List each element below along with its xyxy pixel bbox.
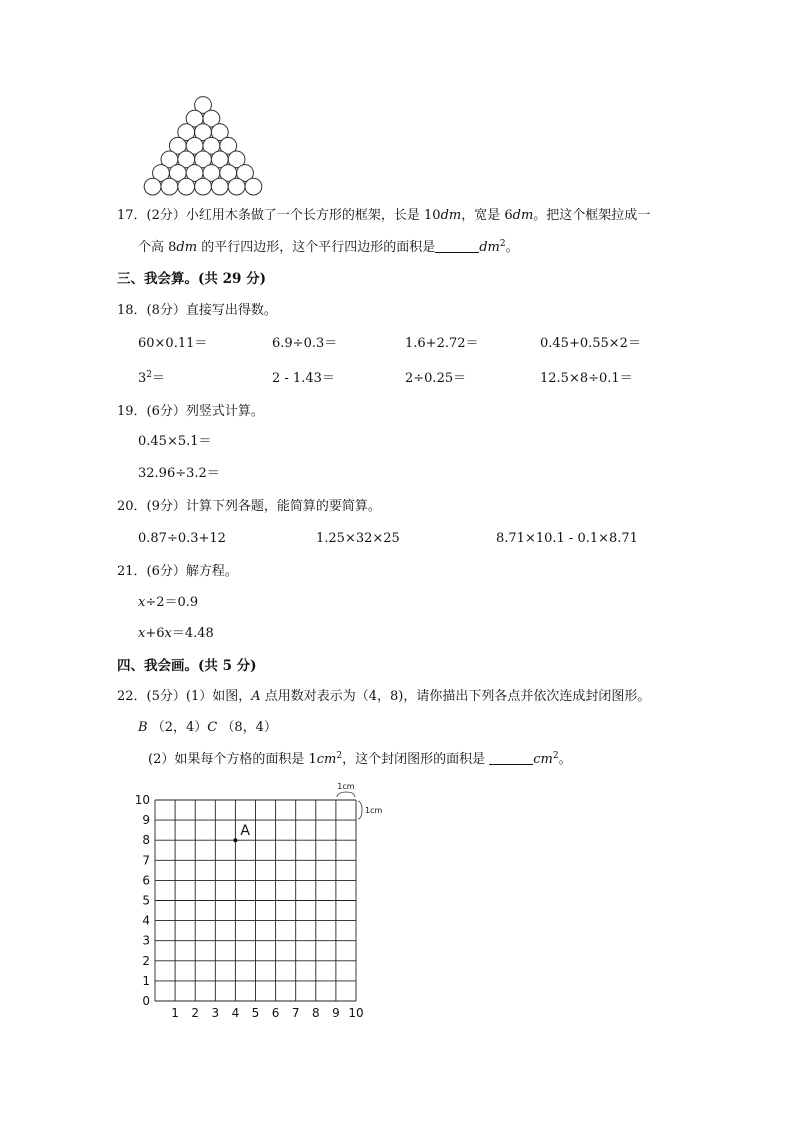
calc-item: 6.9÷0.3＝ <box>272 336 338 351</box>
calc-item: 12.5×8÷0.1＝ <box>540 371 633 386</box>
grid-lines <box>155 800 356 1001</box>
pyramid-circle <box>161 178 178 195</box>
y-tick-label: 8 <box>142 833 150 848</box>
calc-item: 0.87÷0.3+12 <box>138 531 226 546</box>
calc-item: 2 - 1.43＝ <box>272 371 335 386</box>
y-tick-label: 4 <box>142 913 150 928</box>
question-22-points: B （2，4）C （8，4） <box>138 720 277 735</box>
x-tick-label: 1 <box>171 1006 179 1020</box>
equation-1: x÷2＝0.9 <box>138 595 199 610</box>
y-tick-label: 7 <box>142 853 150 868</box>
y-tick-label: 6 <box>142 873 150 888</box>
scale-brace-side <box>358 801 362 819</box>
x-tick-label: 9 <box>332 1006 340 1020</box>
section-3-heading: 三、我会算。(共 29 分) <box>117 271 266 287</box>
y-tick-label: 3 <box>142 933 150 948</box>
pyramid-circle <box>144 178 161 195</box>
scale-brace-top <box>337 792 355 797</box>
x-tick-label: 4 <box>231 1006 240 1020</box>
coordinate-grid[interactable] <box>130 778 400 1023</box>
x-tick-label: 2 <box>191 1006 200 1020</box>
x-tick-label: 5 <box>251 1006 260 1020</box>
x-tick-label: 10 <box>348 1006 364 1020</box>
question-22-line3: (2）如果每个方格的面积是 $1cm^2$，这个封闭图形的面积是 $cm^2$。 <box>148 751 572 767</box>
x-tick-label: 3 <box>211 1006 220 1020</box>
scale-width-label: 1cm <box>337 782 355 791</box>
calc-item: 2÷0.25＝ <box>405 371 467 386</box>
pyramid-circle <box>245 178 262 195</box>
calc-item: 60×0.11＝ <box>138 336 208 351</box>
scale-height-label: 1cm <box>365 806 383 816</box>
question-20-stem: 20．(9分）计算下列各题，能简算的要简算。 <box>117 499 381 514</box>
y-tick-label: 1 <box>142 973 150 988</box>
circle-pyramid-figure <box>138 96 268 198</box>
question-17-line1: 17．(2分）小红用木条做了一个长方形的框架，长是 10dm，宽是 6dm。把这个框架拉成一 <box>117 208 651 223</box>
calc-item: $3^2=$ <box>138 370 166 386</box>
question-22-line1: 22．(5分）(1）如图，A 点用数对表示为（4，8)，请你描出下列各点并依次连成封闭图形。 <box>117 689 651 704</box>
point-a-dot <box>233 838 237 842</box>
y-tick-label: 9 <box>142 813 150 828</box>
pyramid-circle <box>228 178 245 195</box>
question-17-line2: 个高 8dm 的平行四边形，这个平行四边形的面积是 $dm^2$。 <box>138 239 519 255</box>
x-tick-label: 7 <box>291 1006 300 1020</box>
section-4-heading: 四、我会画。(共 5 分) <box>117 658 257 674</box>
answer-blank[interactable] <box>489 751 533 765</box>
calc-item: 8.71×10.1 - 0.1×8.71 <box>496 531 638 546</box>
x-tick-label: 6 <box>271 1006 280 1020</box>
equation-2: x+6x＝4.48 <box>138 626 214 641</box>
y-tick-label: 2 <box>142 953 150 968</box>
point-a-label: A <box>240 823 250 840</box>
calc-item: 32.96÷3.2＝ <box>138 466 220 481</box>
answer-blank[interactable] <box>435 239 479 253</box>
pyramid-circle <box>195 178 212 195</box>
y-tick-label: 5 <box>142 893 150 908</box>
question-18-stem: 18．(8分）直接写出得数。 <box>117 303 277 318</box>
pyramid-circle <box>178 178 195 195</box>
calc-item: 1.6+2.72＝ <box>405 336 479 351</box>
calc-item: 0.45×5.1＝ <box>138 434 212 449</box>
question-19-stem: 19．(6分）列竖式计算。 <box>117 404 264 419</box>
x-tick-label: 8 <box>311 1006 320 1020</box>
calc-item: 0.45+0.55×2＝ <box>540 336 641 351</box>
pyramid-circle <box>211 178 228 195</box>
calc-item: 1.25×32×25 <box>316 531 400 546</box>
y-tick-label: 0 <box>142 994 150 1008</box>
y-tick-label: 10 <box>134 793 150 807</box>
question-21-stem: 21．(6分）解方程。 <box>117 564 238 579</box>
